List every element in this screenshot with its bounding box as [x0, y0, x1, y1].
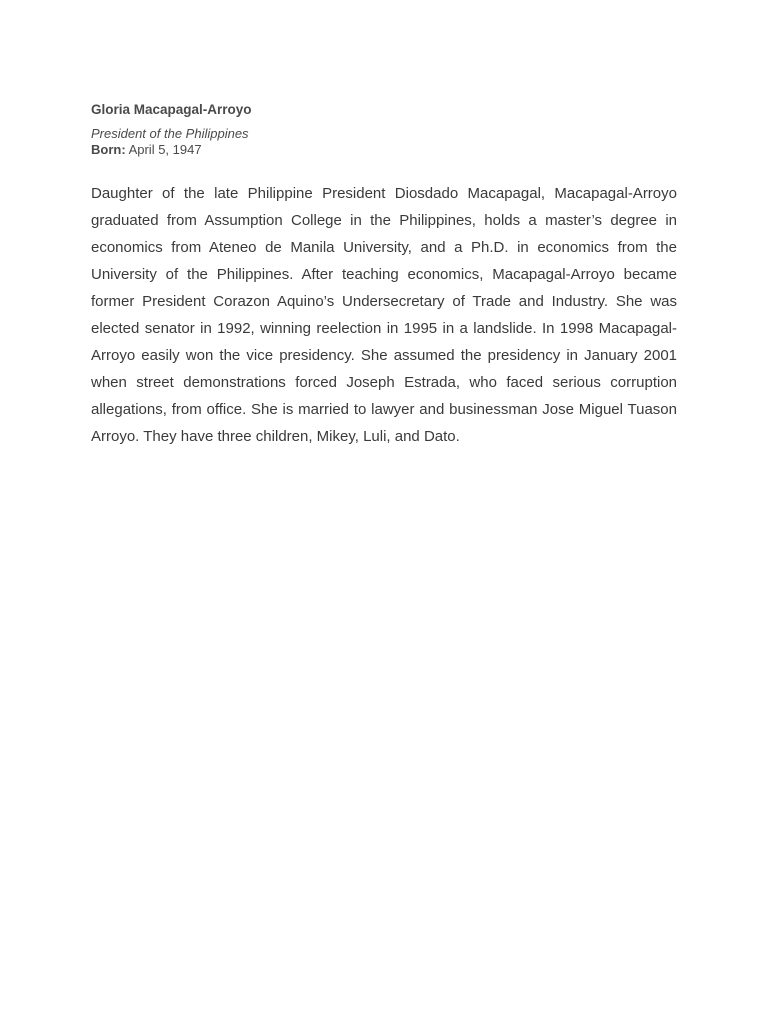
birth-line	[91, 142, 677, 158]
born-label: Born:	[91, 142, 126, 157]
born-date: April 5, 1947	[128, 142, 202, 157]
person-role: President of the Philippines	[91, 126, 249, 141]
person-name: Gloria Macapagal-Arroyo	[91, 102, 252, 117]
biography-paragraph: Daughter of the late Philippine President Diosdado Macapagal, Macapagal-Arroyo graduated from Assumption College in the Philippines, holds a master’s degree in economics from Ateneo de Manila University, and a Ph.D. in economics from the University of the Philippines. After teaching economics, Macapagal-Arroyo became former President Corazon Aquino’s Undersecretary of Trade and Industry. She was elected senator in 1992, winning reelection in 1995 in a landslide. In 1998 Macapagal-Arroyo easily won the vice presidency. She assumed the presidency in January 2001 when street demonstrations forced Joseph Estrada, who faced serious corruption allegations, from office. She is married to lawyer and businessman Jose Miguel Tuason Arroyo. They have three children, Mikey, Luli, and Dato.	[91, 185, 677, 445]
biography-section	[91, 100, 677, 450]
